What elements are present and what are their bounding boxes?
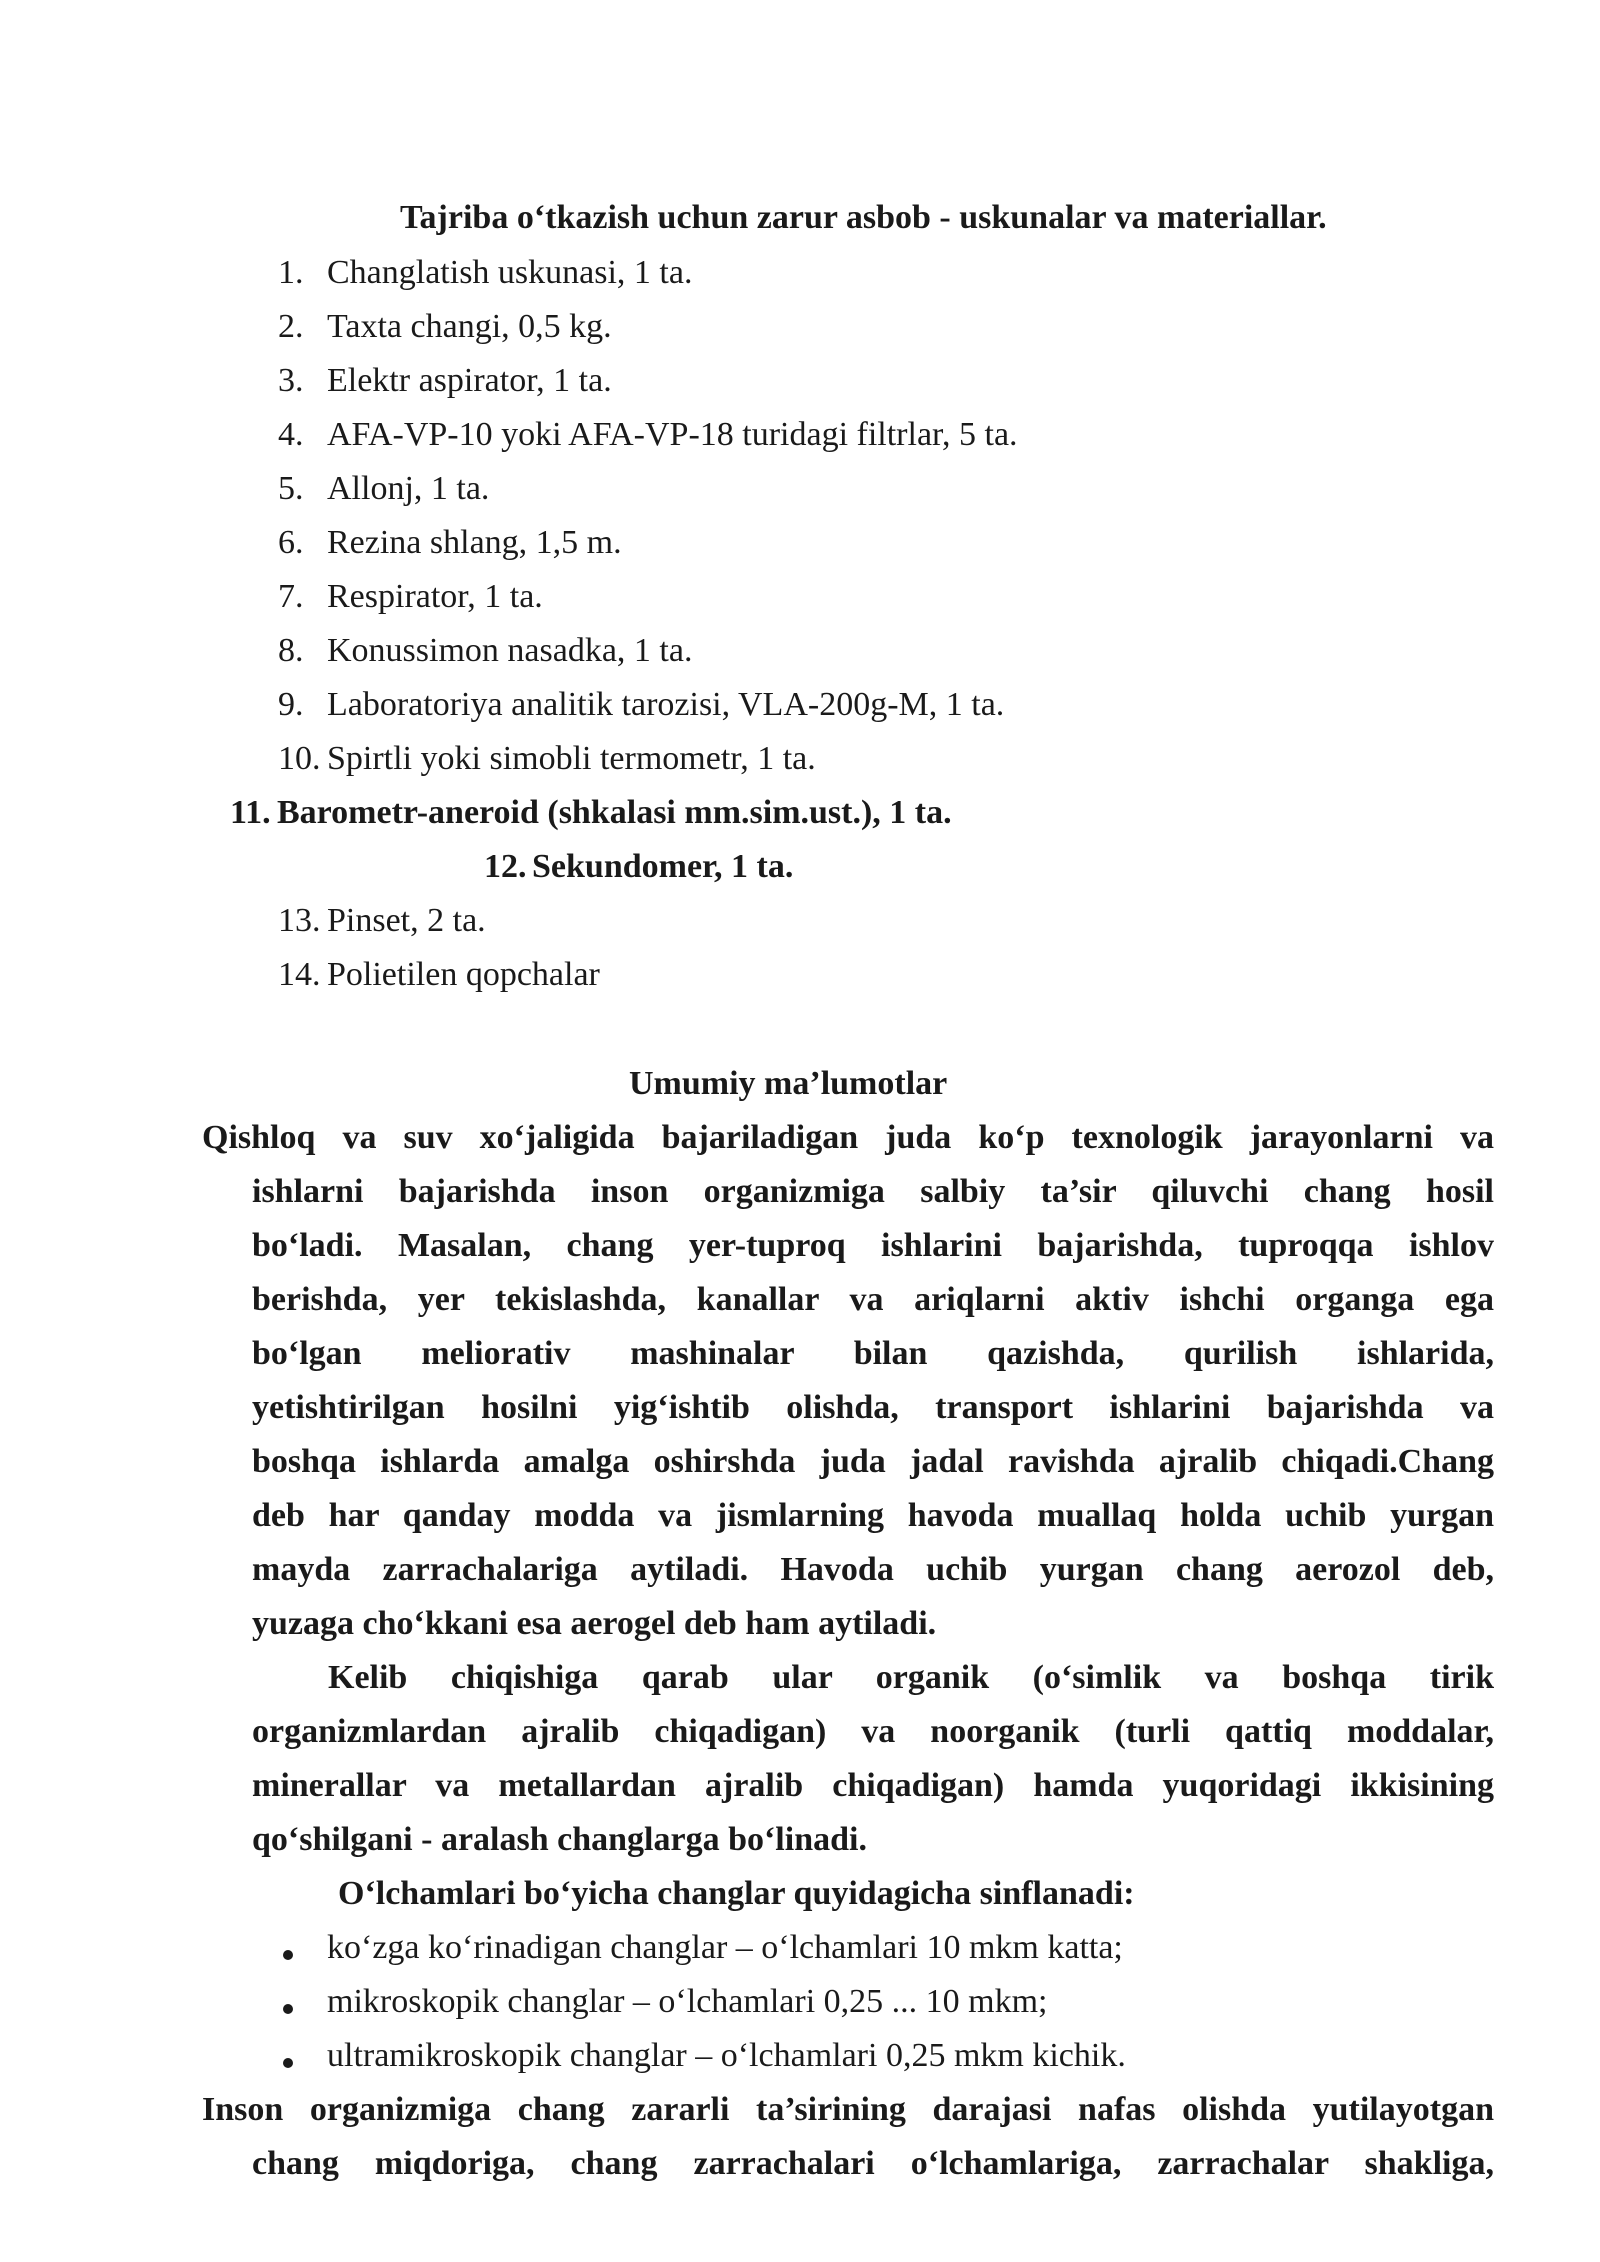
- equipment-heading: Tajriba o‘tkazish uchun zarur asbob - uskunalar va materiallar.: [400, 199, 1327, 236]
- list-item: Respirator, 1 ta.: [327, 578, 543, 615]
- list-number: 2.: [278, 308, 304, 345]
- list-item: Polietilen qopchalar: [327, 956, 600, 993]
- list-item: AFA-VP-10 yoki AFA-VP-18 turidagi filtrlar, 5 ta.: [327, 416, 1018, 453]
- list-item: Changlatish uskunasi, 1 ta.: [327, 254, 693, 291]
- bullet-item: mikroskopik changlar – o‘lchamlari 0,25 ... 10 mkm;: [327, 1983, 1048, 2020]
- list-item: Rezina shlang, 1,5 m.: [327, 524, 622, 561]
- bullet-item: ultramikroskopik changlar – o‘lchamlari 0,25 mkm kichik.: [327, 2037, 1126, 2074]
- paragraph-line: minerallar va metallardan ajralib chiqadigan) hamda yuqoridagi ikkisining: [252, 1767, 1494, 1804]
- list-number: 14.: [278, 956, 321, 993]
- paragraph-line: deb har qanday modda va jismlarning havoda muallaq holda uchib yurgan: [252, 1497, 1494, 1534]
- list-item: Pinset, 2 ta.: [327, 902, 486, 939]
- paragraph-line: boshqa ishlarda amalga oshirshda juda jadal ravishda ajralib chiqadi.Chang: [252, 1443, 1494, 1480]
- list-number: 4.: [278, 416, 304, 453]
- list-item: Elektr aspirator, 1 ta.: [327, 362, 612, 399]
- list-number: 9.: [278, 686, 304, 723]
- bullet-item: ko‘zga ko‘rinadigan changlar – o‘lchamlari 10 mkm katta;: [327, 1929, 1123, 1966]
- list-number: 11.: [230, 794, 271, 831]
- list-number: 13.: [278, 902, 321, 939]
- list-number: 8.: [278, 632, 304, 669]
- paragraph-line: ishlarni bajarishda inson organizmiga salbiy ta’sir qiluvchi chang hosil: [252, 1173, 1494, 1210]
- section-title: Umumiy ma’lumotlar: [629, 1065, 948, 1102]
- list-number: 1.: [278, 254, 304, 291]
- classification-heading: O‘lchamlari bo‘yicha changlar quyidagicha sinflanadi:: [338, 1875, 1135, 1912]
- paragraph-line: Inson organizmiga chang zararli ta’sirining darajasi nafas olishda yutilayotgan: [202, 2091, 1494, 2128]
- list-number: 10.: [278, 740, 321, 777]
- bullet-icon: [283, 2058, 293, 2068]
- list-number: 3.: [278, 362, 304, 399]
- list-item: Barometr-aneroid (shkalasi mm.sim.ust.), 1 ta.: [277, 794, 952, 831]
- list-item: Laboratoriya analitik tarozisi, VLA-200g-M, 1 ta.: [327, 686, 1005, 723]
- list-number: 6.: [278, 524, 304, 561]
- paragraph-line: Qishloq va suv xo‘jaligida bajariladigan juda ko‘p texnologik jarayonlarni va: [202, 1119, 1494, 1156]
- paragraph-line: bo‘lgan meliorativ mashinalar bilan qazishda, qurilish ishlarida,: [252, 1335, 1494, 1372]
- paragraph-line: yetishtirilgan hosilni yig‘ishtib olishda, transport ishlarini bajarishda va: [252, 1389, 1494, 1426]
- list-item: Sekundomer, 1 ta.: [532, 848, 794, 885]
- paragraph-line: berishda, yer tekislashda, kanallar va ariqlarni aktiv ishchi organga ega: [252, 1281, 1494, 1318]
- paragraph-line: Kelib chiqishiga qarab ular organik (o‘simlik va boshqa tirik: [328, 1659, 1494, 1696]
- list-item: Konussimon nasadka, 1 ta.: [327, 632, 693, 669]
- paragraph-line: mayda zarrachalariga aytiladi. Havoda uchib yurgan chang aerozol deb,: [252, 1551, 1494, 1588]
- bullet-icon: [283, 2004, 293, 2014]
- paragraph-line: qo‘shilgani - aralash changlarga bo‘linadi.: [252, 1821, 867, 1858]
- list-number: 5.: [278, 470, 304, 507]
- paragraph-line: yuzaga cho‘kkani esa aerogel deb ham aytiladi.: [252, 1605, 937, 1642]
- list-number: 12.: [484, 848, 527, 885]
- paragraph-line: organizmlardan ajralib chiqadigan) va noorganik (turli qattiq moddalar,: [252, 1713, 1494, 1750]
- paragraph-line: chang miqdoriga, chang zarrachalari o‘lchamlariga, zarrachalar shakliga,: [252, 2145, 1494, 2182]
- list-item: Spirtli yoki simobli termometr, 1 ta.: [327, 740, 816, 777]
- bullet-icon: [283, 1950, 293, 1960]
- paragraph-line: bo‘ladi. Masalan, chang yer-tuproq ishlarini bajarishda, tuproqqa ishlov: [252, 1227, 1494, 1264]
- list-number: 7.: [278, 578, 304, 615]
- list-item: Taxta changi, 0,5 kg.: [327, 308, 612, 345]
- list-item: Allonj, 1 ta.: [327, 470, 490, 507]
